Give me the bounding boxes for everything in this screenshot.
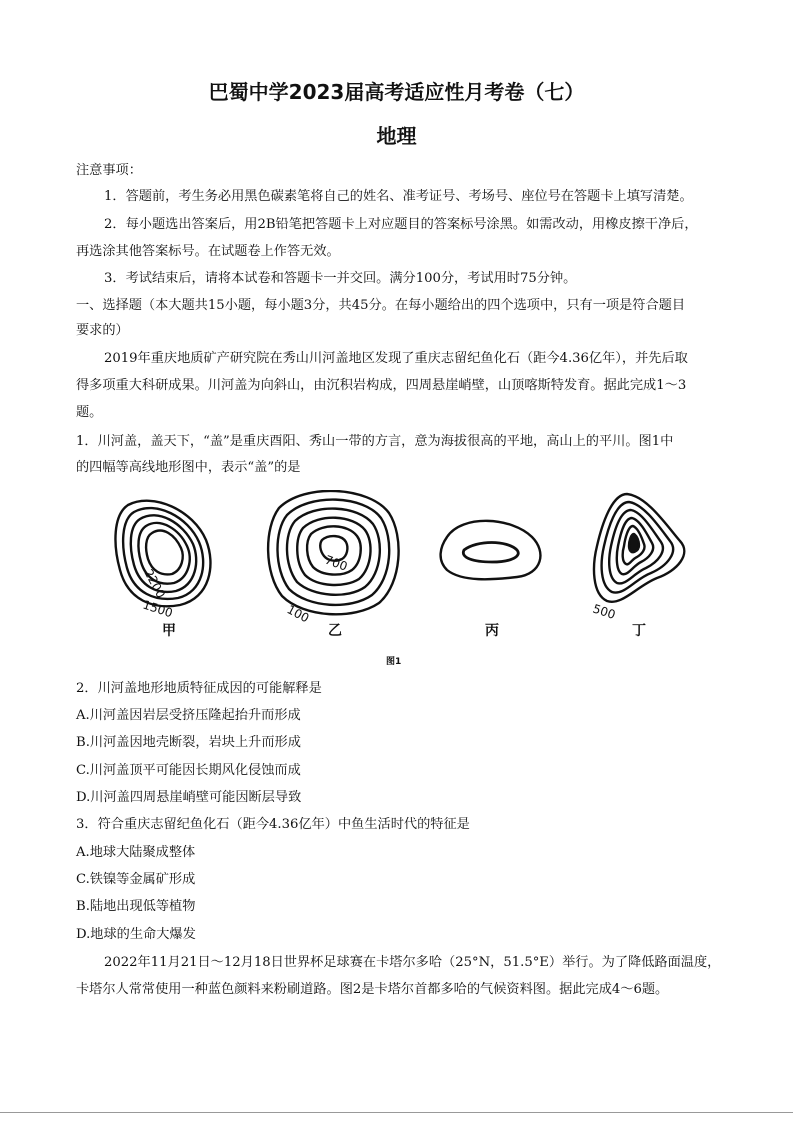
notice-item-2b: 再选涂其他答案标号。在试题卷上作答无效。 [76, 244, 340, 259]
q1-stem-b: 的四幅等高线地形图中，表示“盖”的是 [76, 460, 301, 475]
passage2-line-b: 卡塔尔人常常使用一种蓝色颜料来粉刷道路。图2是卡塔尔首都多哈的气候资料图。据此完成4～6题。 [76, 982, 669, 997]
q3-option-a: A.地球大陆聚成整体 [76, 845, 196, 860]
q2-stem: 2．川河盖地形地质特征成因的可能解释是 [76, 681, 322, 696]
q3-option-d: D.地球的生命大爆发 [76, 927, 196, 942]
passage2-line-a: 2022年11月21日～12月18日世界杯足球赛在卡塔尔多哈（25°N，51.5°E）举行。为了降低路面温度， [104, 955, 721, 970]
panel-ding-contours [594, 494, 684, 602]
figure-1-caption: 图1 [386, 657, 402, 667]
panel-bing-contours [441, 521, 541, 579]
contour-figure-svg [100, 490, 700, 640]
contour-label-2200: 2200 [141, 566, 169, 601]
subject-title: 地理 [376, 124, 417, 148]
q3-option-c: C.铁镍等金属矿形成 [76, 872, 196, 887]
q2-option-b: B.川河盖因地壳断裂，岩块上升而形成 [76, 735, 301, 750]
panel-label-ding: 丁 [632, 623, 646, 639]
panel-yi-contours [268, 491, 399, 614]
q2-option-a: A.川河盖因岩层受挤压隆起抬升而形成 [76, 708, 301, 723]
q3-stem: 3．符合重庆志留纪鱼化石（距今4.36亿年）中鱼生活时代的特征是 [76, 817, 470, 832]
panel-label-jia: 甲 [162, 623, 176, 639]
notice-heading: 注意事项： [76, 163, 142, 178]
notice-item-3: 3．考试结束后，请将本试卷和答题卡一并交回。满分100分，考试用时75分钟。 [104, 271, 577, 286]
panel-label-yi: 乙 [328, 623, 342, 639]
passage1-line-c: 题。 [76, 405, 103, 420]
contour-label-100: 100 [284, 602, 312, 626]
section-heading-a: 一、选择题（本大题共15小题，每小题3分，共45分。在每小题给出的四个选项中，只有一项是符合题目 [76, 298, 686, 313]
figure-1-contour-maps [100, 490, 700, 640]
section-heading-b: 要求的） [76, 323, 129, 338]
q1-stem-a: 1．川河盖，盖天下，“盖”是重庆酉阳、秀山一带的方言，意为海拔很高的平地，高山上的平川。图1中 [76, 434, 674, 449]
q3-option-b: B.陆地出现低等植物 [76, 899, 196, 914]
q2-option-c: C.川河盖顶平可能因长期风化侵蚀而成 [76, 763, 301, 778]
contour-label-1500: 1500 [141, 597, 175, 621]
passage1-line-a: 2019年重庆地质矿产研究院在秀山川河盖地区发现了重庆志留纪鱼化石（距今4.36亿年），并先后取 [104, 351, 688, 366]
contour-label-700: 700 [322, 552, 350, 574]
passage1-line-b: 得多项重大科研成果。川河盖为向斜山，由沉积岩构成，四周悬崖峭壁，山顶喀斯特发育。据此完成1～3 [76, 378, 687, 393]
notice-item-1: 1．答题前，考生务必用黑色碳素笔将自己的姓名、准考证号、考场号、座位号在答题卡上填写清楚。 [104, 189, 693, 204]
exam-title: 巴蜀中学2023届高考适应性月考卷（七） [208, 80, 585, 104]
contour-label-500: 500 [591, 601, 618, 622]
q2-option-d: D.川河盖四周悬崖峭壁可能因断层导致 [76, 790, 302, 805]
panel-label-bing: 丙 [485, 623, 499, 639]
bottom-rule [0, 1112, 793, 1113]
notice-item-2a: 2．每小题选出答案后，用2B铅笔把答题卡上对应题目的答案标号涂黑。如需改动，用橡皮擦干净后， [104, 217, 698, 232]
